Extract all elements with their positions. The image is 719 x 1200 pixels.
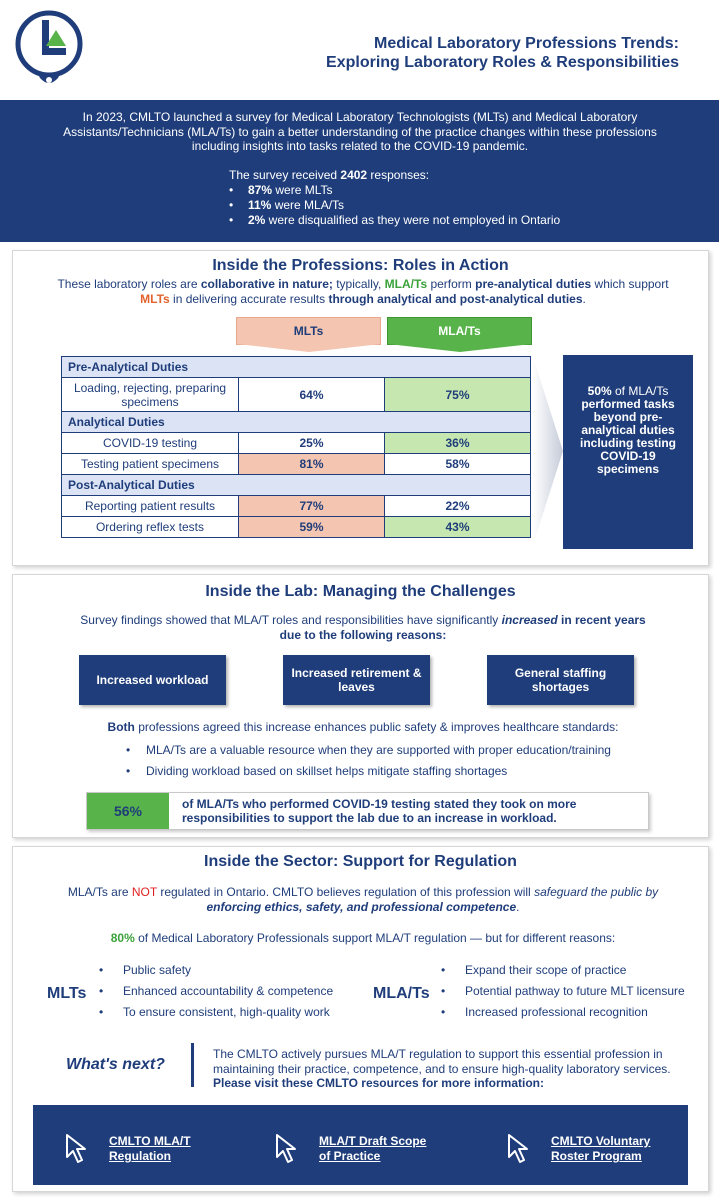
table-row: [62, 517, 531, 538]
link-voluntary-roster[interactable]: [505, 1129, 650, 1169]
text-span: MLA/Ts are: [67, 885, 132, 899]
lab-panel: [12, 574, 709, 838]
response-value: 87%: [248, 183, 273, 197]
list-item: [229, 198, 649, 213]
responses-line: [229, 168, 649, 183]
support-text: of Medical Laboratory Professionals support MLA/T regulation — but for different reasons:: [134, 931, 616, 945]
mlt-value: 59%: [239, 517, 385, 538]
duties-table: [61, 356, 531, 538]
table-section-row: [62, 475, 531, 496]
lab-title: Inside the Lab: Managing the Challenges: [205, 583, 516, 600]
mlt-group-label: MLTs: [47, 985, 87, 1002]
sector-intro: [53, 885, 673, 915]
link-mlat-regulation[interactable]: [63, 1129, 191, 1169]
section-title: Post-Analytical Duties: [62, 475, 531, 496]
list-item: • Enhanced accountability & competence: [99, 981, 369, 1002]
chevron-right-icon: [533, 357, 563, 545]
section-title: Analytical Duties: [62, 412, 531, 433]
text-span: NOT: [131, 885, 157, 899]
text-span: .: [516, 900, 520, 914]
response-value: 11%: [248, 198, 272, 212]
link-line[interactable]: Regulation: [109, 1149, 171, 1163]
link-label[interactable]: [109, 1134, 191, 1164]
roles-subtitle: [53, 277, 673, 307]
title-line-2: Exploring Laboratory Roles & Responsibilities: [326, 54, 679, 71]
text-span: MLA/Ts: [384, 277, 428, 291]
intro-band: [0, 100, 719, 242]
mla-group-label: MLA/Ts: [373, 985, 430, 1002]
table-section-row: [62, 412, 531, 433]
cursor-pointer-icon: [273, 1132, 307, 1166]
text-span: MLTs: [140, 292, 170, 306]
mlt-value: 81%: [239, 454, 385, 475]
list-item: • Increased professional recognition: [441, 1002, 706, 1023]
stat-of: of MLA/Ts: [611, 384, 669, 398]
duty-label: COVID-19 testing: [62, 433, 239, 454]
lab-points: [121, 740, 681, 782]
response-value: 2%: [248, 213, 266, 227]
mla-value: 43%: [385, 517, 531, 538]
title-line-1: Medical Laboratory Professions Trends:: [374, 35, 679, 52]
text-span: The CMLTO actively pursues MLA/T regulation to support this essential profession in maintaining their practice, competence, and to ensure high-quality laboratory services.: [213, 1047, 671, 1076]
text-span: professions agreed this increase enhances public safety & improves healthcare standards:: [134, 720, 619, 734]
cursor-pointer-icon: [505, 1132, 539, 1166]
responses-count: 2402: [340, 168, 368, 182]
whats-next-heading: What's next?: [66, 1056, 165, 1073]
support-pct: 80%: [110, 931, 135, 945]
text-span: increased: [501, 613, 558, 627]
link-line[interactable]: Roster Program: [551, 1149, 642, 1163]
header: [0, 0, 719, 100]
duty-label: Loading, rejecting, preparing specimens: [62, 378, 239, 412]
text-span: perform: [427, 277, 476, 291]
cmlto-logo-icon: [12, 8, 86, 92]
list-item: • Dividing workload based on skillset helps mitigate staffing shortages: [121, 761, 681, 782]
resource-links-bar: [33, 1105, 688, 1185]
reason-box: Increased workload: [79, 655, 226, 705]
callout-text: of MLA/Ts who performed COVID-19 testing stated they took on more responsibilities to support the lab due to an increase in workload.: [182, 797, 577, 825]
text-span: pre-analytical duties: [475, 277, 592, 291]
mla-stat-box: [563, 355, 693, 549]
responses-list: [229, 183, 649, 228]
mla-value: 22%: [385, 496, 531, 517]
page-title: [326, 34, 679, 72]
lab-intro: [53, 613, 673, 643]
stat-pct: 50%: [587, 384, 612, 398]
text-span: in delivering accurate results: [169, 292, 329, 306]
text-span: Survey findings showed that MLA/T roles and responsibilities have significantly: [80, 613, 502, 627]
list-item: • MLA/Ts are a valuable resource when they are supported with proper education/training: [121, 740, 681, 761]
text-span: enforcing ethics, safety, and professional competence: [206, 900, 517, 914]
link-line[interactable]: MLA/T Draft Scope: [319, 1134, 427, 1148]
text-span: Both: [107, 720, 135, 734]
table-section-row: [62, 357, 531, 378]
link-line[interactable]: CMLTO Voluntary: [551, 1134, 651, 1148]
responses-prefix: The survey received: [229, 168, 341, 182]
link-label[interactable]: [319, 1134, 426, 1164]
list-item: • Potential pathway to future MLT licensure: [441, 981, 706, 1002]
link-line[interactable]: CMLTO MLA/T: [109, 1134, 191, 1148]
roles-title: Inside the Professions: Roles in Action: [212, 257, 509, 274]
link-line[interactable]: of Practice: [319, 1149, 381, 1163]
mlt-column-header: MLTs: [236, 317, 381, 345]
sector-panel: [12, 846, 709, 1192]
text-span: Please visit these CMLTO resources for more information:: [213, 1076, 544, 1090]
text-span: through analytical and post-analytical duties: [328, 292, 583, 306]
response-text: were disqualified as they were not employed in Ontario: [265, 213, 561, 227]
list-item: [229, 183, 649, 198]
mla-value: 75%: [385, 378, 531, 412]
responses-suffix: responses:: [367, 168, 430, 182]
table-row: [62, 496, 531, 517]
link-label[interactable]: [551, 1134, 650, 1164]
lab-both-statement: [53, 720, 673, 734]
reason-box: Increased retirement & leaves: [283, 655, 430, 705]
text-span: safeguard the public by: [534, 885, 659, 899]
text-span: .: [582, 292, 586, 306]
next-text: [213, 1047, 683, 1091]
response-text: were MLA/Ts: [271, 198, 345, 212]
reason-box: General staffing shortages: [487, 655, 634, 705]
survey-responses: [229, 168, 649, 228]
link-draft-scope[interactable]: [273, 1129, 426, 1169]
table-row: [62, 433, 531, 454]
support-statement: [53, 931, 673, 945]
mlt-value: 25%: [239, 433, 385, 454]
cursor-pointer-icon: [63, 1132, 97, 1166]
mlt-value: 77%: [239, 496, 385, 517]
duty-label: Ordering reflex tests: [62, 517, 239, 538]
response-text: were MLTs: [272, 183, 333, 197]
duty-label: Reporting patient results: [62, 496, 239, 517]
text-span: which support: [591, 277, 669, 291]
roles-panel: [12, 250, 709, 566]
table-row: [62, 454, 531, 475]
covid-callout: [86, 792, 649, 830]
text-span: in recent years: [557, 613, 646, 627]
mlt-value: 64%: [239, 378, 385, 412]
stat-text: performed tasks beyond pre-analytical duties including testing COVID-19 specimens: [580, 397, 676, 476]
list-item: • Public safety: [99, 960, 369, 981]
duty-label: Testing patient specimens: [62, 454, 239, 475]
text-span: due to the following reasons:: [279, 628, 447, 642]
callout-pct: 56%: [87, 793, 169, 829]
mlt-reasons: [99, 960, 369, 1023]
sector-title: Inside the Sector: Support for Regulation: [204, 853, 517, 870]
mla-value: 36%: [385, 433, 531, 454]
table-row: [62, 378, 531, 412]
list-item: • To ensure consistent, high-quality work: [99, 1002, 369, 1023]
mla-value: 58%: [385, 454, 531, 475]
text-span: typically,: [332, 277, 385, 291]
mla-column-header: MLA/Ts: [387, 317, 532, 345]
intro-paragraph: In 2023, CMLTO launched a survey for Medical Laboratory Technologists (MLTs) and Medical Laboratory Assistants/Technicians (MLA/Ts) to gain a better understanding of the practice changes within these professions including insights into tasks related to the COVID-19 pandemic.: [63, 110, 657, 153]
mla-reasons: [441, 960, 706, 1023]
text-span: These laboratory roles are: [57, 277, 201, 291]
text-span: regulated in Ontario. CMLTO believes regulation of this profession will: [156, 885, 535, 899]
divider: [191, 1043, 194, 1087]
text-span: collaborative in nature;: [200, 277, 333, 291]
list-item: [229, 213, 649, 228]
section-title: Pre-Analytical Duties: [62, 357, 531, 378]
list-item: • Expand their scope of practice: [441, 960, 706, 981]
